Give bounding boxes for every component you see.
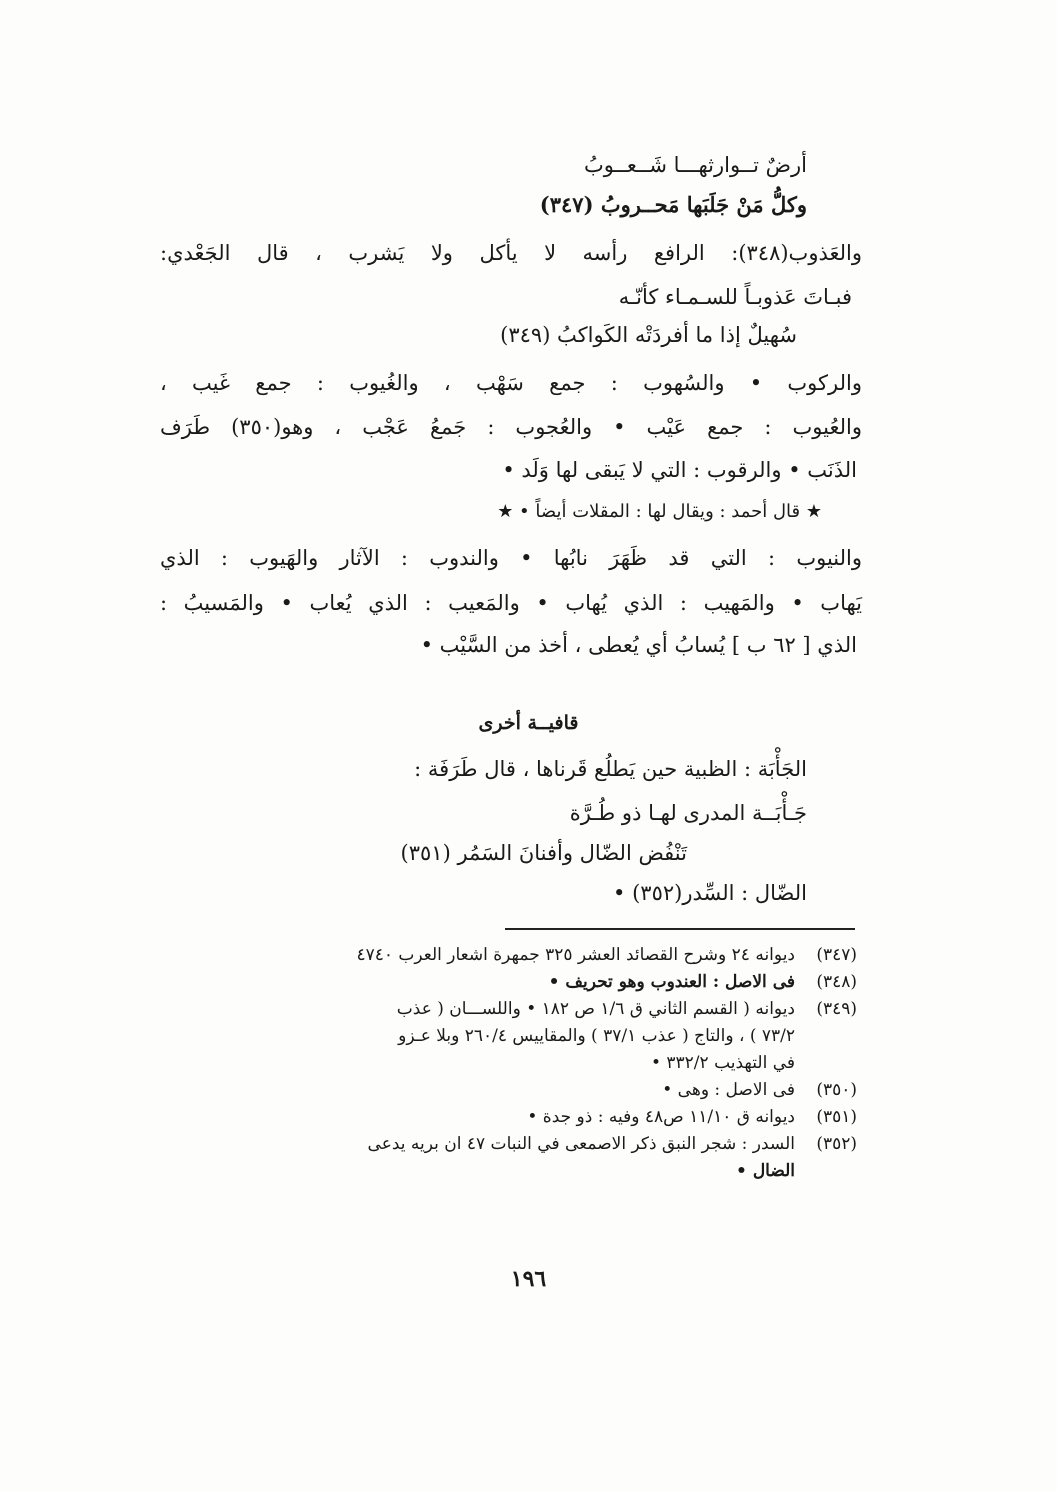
footnote-number: (٣٤٧): [816, 945, 857, 965]
paragraph-line: الذَنَب • والرقوب : التي لا يَبقى لها وَلَد •: [502, 458, 857, 482]
footnote-text: السدر : شجر النبق ذكر الاصمعى في النبات ٤٧ ان بريه يدعى: [367, 1134, 795, 1154]
footnote-rule: [505, 928, 855, 930]
paragraph-line: والنيوب : التي قد ظَهَرَ نابُها • والندوب : الآثار والهَيوب : الذي: [160, 546, 862, 570]
paragraph-line: والعُيوب : جمع عَيْب • والعُجوب : جَمعُ عَجْب ، وهو(٣٥٠) طَرَف: [160, 415, 862, 439]
page-number: ١٩٦: [510, 1266, 547, 1292]
paragraph-line: والعَذوب(٣٤٨): الرافع رأسه لا يأكل ولا يَشرب ، قال الجَعْدي:: [160, 241, 862, 265]
footnote-text: ٧٣/٢ ) ، والتاج ( عذب ٣٧/١ ) والمقاييس ٢٦٠/٤ وبلا عـزو: [398, 1026, 795, 1046]
verse-line: أرضٌ تــوارثهـــا شَــعــوبُ: [583, 153, 807, 177]
verse-line: وكلُّ مَنْ جَلَبَها مَحــروبُ (٣٤٧): [539, 192, 807, 217]
footnote-text: الضال •: [736, 1161, 795, 1181]
paragraph-line: الضّال : السِّدر(٣٥٢) •: [613, 881, 807, 905]
verse-line: فبـاتَ عَذوبـاً للسـمـاء كأنّـه: [618, 285, 852, 309]
paragraph-line: الذي [ ٦٢ ب ] يُسابُ أي يُعطى ، أخذ من السَّيْب •: [420, 633, 857, 657]
footnote-text: فى الاصل : العندوب وهو تحريف •: [548, 972, 795, 992]
footnote-text: في التهذيب ٣٣٢/٢ •: [650, 1053, 795, 1073]
footnote-number: (٣٥٠): [816, 1080, 857, 1100]
paragraph-line: يَهاب • والمَهيب : الذي يُهاب • والمَعيب : الذي يُعاب • والمَسيبُ :: [160, 591, 862, 615]
verse-line: سُهيلٌ إذا ما أفردَتْه الكَواكبُ (٣٤٩): [500, 323, 797, 347]
section-heading: قافيــة أخرى: [478, 712, 579, 734]
footnote-number: (٣٤٨): [816, 972, 857, 992]
verse-line: تَنْفُض الضّال وأفنانَ السَمُر (٣٥١): [400, 841, 687, 865]
footnote-number: (٣٥١): [816, 1107, 857, 1127]
footnote-text: فى الاصل : وهى •: [662, 1080, 795, 1100]
footnote-text: ديوانه ( القسم الثاني ق ١/٦ ص ١٨٢ • واللســـان ( عذب: [396, 999, 795, 1019]
paragraph-line: الجَأْبَة : الظبية حين يَطلُع قَرناها ، قال طَرَفَة :: [414, 757, 807, 781]
footnote-text: ديوانه ق ١١/١٠ ص٤٨ وفيه : ذو جدة •: [527, 1107, 795, 1127]
verse-line: جَـأْبَــة المدرى لهـا ذو طُـرَّة: [569, 801, 807, 825]
footnote-number: (٣٤٩): [816, 999, 857, 1019]
footnote-number: (٣٥٢): [816, 1134, 857, 1154]
editor-note: ★ قال أحمد : ويقال لها : المقلات أيضاً • ★: [497, 501, 822, 522]
footnote-text: ديوانه ٢٤ وشرح القصائد العشر ٣٢٥ جمهرة اشعار العرب ٤٧٤٠: [356, 945, 795, 965]
paragraph-line: والركوب • والسُهوب : جمع سَهْب ، والغُيوب : جمع غَيب ،: [160, 371, 862, 395]
